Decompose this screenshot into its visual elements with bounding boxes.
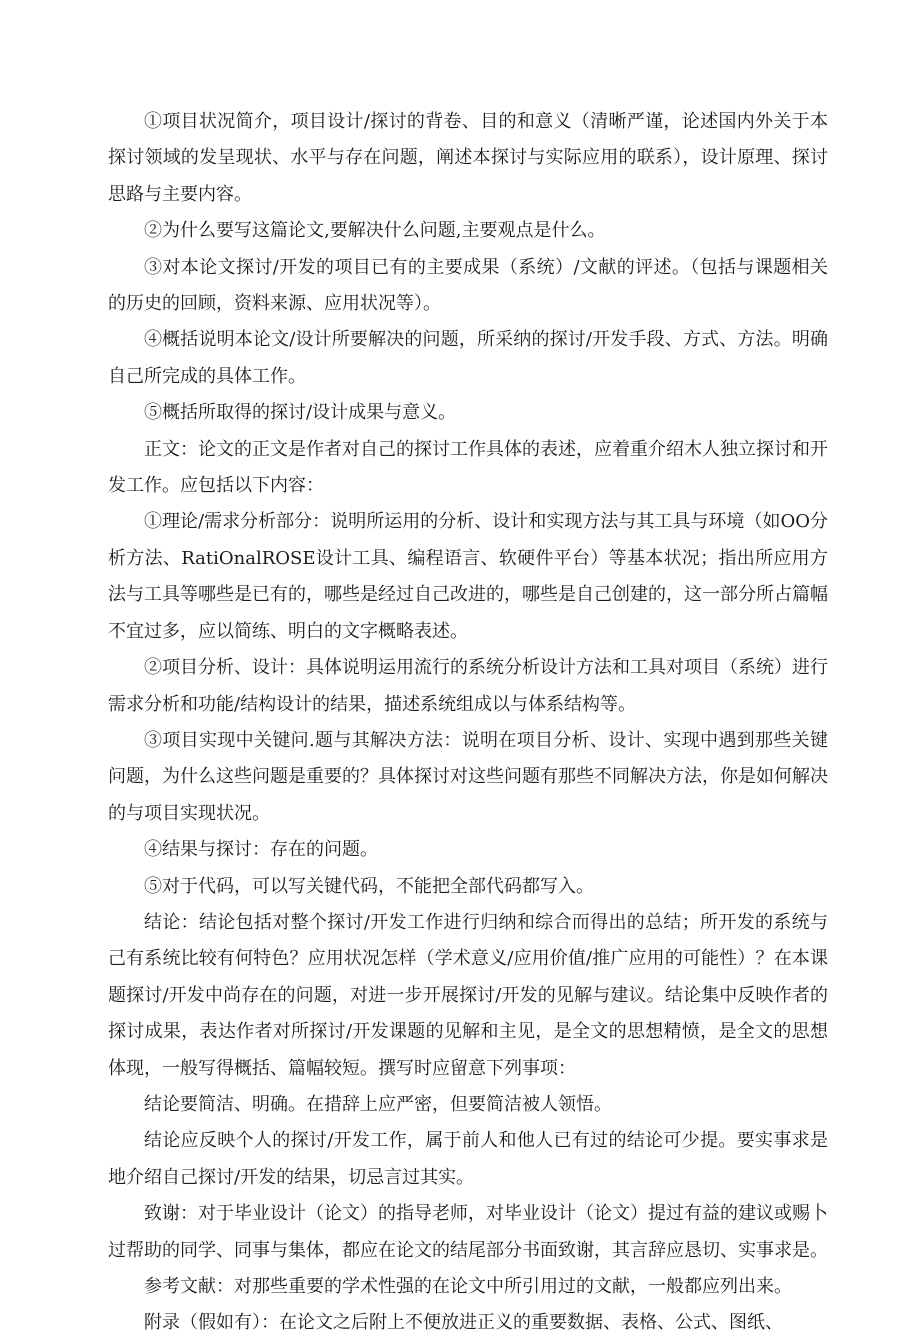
paragraph-project-design: ②项目分析、设计：具体说明运用流行的系统分析设计方法和工具对项目（系统）进行需求分析和功能/结构设计的结果，描述系统组成以与体系结构等。 bbox=[108, 657, 828, 715]
paragraph-key-problems: ③项目实现中关键问.题与其解决方法：说明在项目分析、设计、实现中遇到那些关键问题，为什么这些问题是重要的？具体探讨对这些问题有那些不同解决方法，你是如何解决的与项目实现状况。 bbox=[108, 729, 828, 824]
paragraph-main-body: 正文：论文的正文是作者对自己的探讨工作具体的表述，应着重介绍木人独立探讨和开发工作。应包括以下内容： bbox=[108, 438, 828, 497]
paragraph-conclusion-personal: 结论应反映个人的探讨/开发工作，属于前人和他人已有过的结论可少提。要实事求是地介绍自己探讨/开发的结果，切忌言过其实。 bbox=[108, 1130, 828, 1188]
paragraph-code: ⑤对于代码，可以写关键代码，不能把全部代码都写入。 bbox=[144, 875, 594, 897]
paragraph-conclusion-concise: 结论要简洁、明确。在措辞上应严密，但要简洁被人领悟。 bbox=[144, 1093, 612, 1115]
paragraph-references: 参考文献：对那些重要的学术性强的在论文中所引用过的文献，一般都应列出来。 bbox=[144, 1276, 792, 1297]
paragraph-acknowledgements: 致谢：对于毕业设计（论文）的指导老师，对毕业设计（论文）提过有益的建议或赐卜过帮助的同学、同事与集体，都应在论文的结尾部分书面致谢，其言辞应恳切、实事求是。 bbox=[108, 1203, 828, 1261]
paragraph-appendix: 附录（假如有）：在论文之后附上不便放进正义的重要数据、表格、公式、图纸、 bbox=[144, 1312, 783, 1334]
paragraph-results-summary: ⑤概括所取得的探讨/设计成果与意义。 bbox=[144, 402, 457, 424]
paragraph-why-write: ②为什么要写这篇论文,要解决什么问题,主要观点是什么。 bbox=[144, 220, 606, 242]
paragraph-conclusion: 结论：结论包括对整个探讨/开发工作进行归纳和综合而得出的总结；所开发的系统与己有系统比较有何特色？应用状况怎样（学术意义/应用价值/推广应用的可能性）？在本课题探讨/开发中尚存在的问题，对进一步开展探讨/开发的见解与建议。结论集中反映作者的探讨成果，表达作者对所探讨/开发课题的见解和主见，是全文的思想精愤，是全文的思想体现，一般写得概括、篇幅较短。撰写时应留意下列事项： bbox=[108, 911, 828, 1079]
document-body bbox=[108, 104, 828, 1342]
paragraph-literature-review: ③对本论文探讨/开发的项目已有的主要成果（系统）/文献的评述。（包括与课题相关的历史的回顾，资料来源、应用状况等）。 bbox=[108, 256, 828, 315]
paragraph-results-discussion: ④结果与探讨：存在的问题。 bbox=[144, 839, 378, 861]
paragraph-theory-analysis: ①理论/需求分析部分：说明所运用的分析、设计和实现方法与其工具与环境（如OO分析方法、RatiOnalROSE设计工具、编程语言、软硬件平台）等基本状况；指出所应用方法与工具等哪些是已有的，哪些是经过自己改进的，哪些是自己创建的，这一部分所占篇幅不宜过多，应以简练、明白的文字概略表述。 bbox=[108, 511, 828, 642]
paragraph-problem-summary: ④概括说明本论文/设计所要解决的问题，所采纳的探讨/开发手段、方式、方法。明确自己所完成的具体工作。 bbox=[108, 329, 828, 387]
paragraph-project-intro: ①项目状况简介，项目设计/探讨的背卷、目的和意义（清晰严谨，论述国内外关于本探讨领域的发呈现状、水平与存在问题，阐述本探讨与实际应用的联系），设计原理、探讨思路与主要内容。 bbox=[108, 111, 828, 205]
